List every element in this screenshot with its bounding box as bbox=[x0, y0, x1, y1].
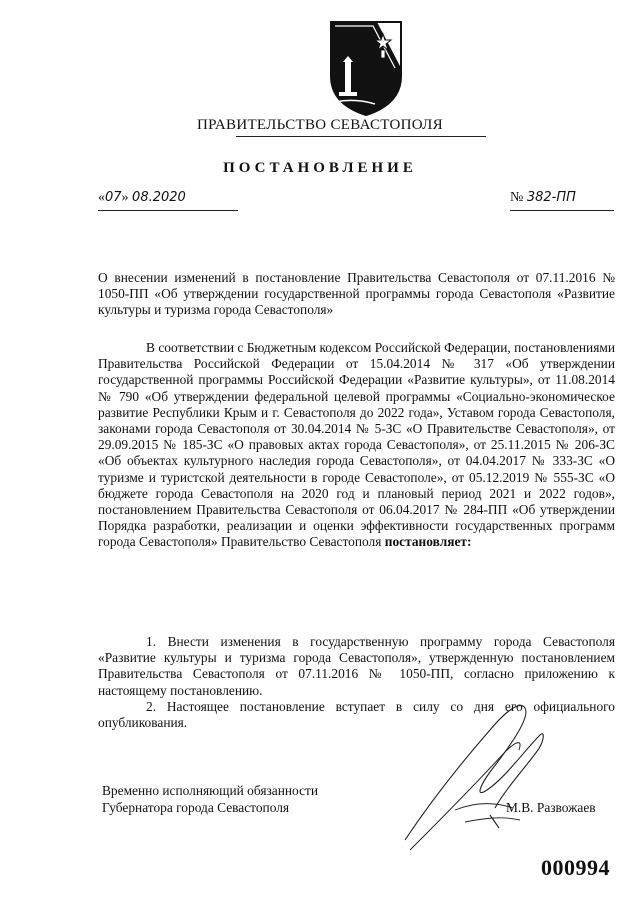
handwritten-signature bbox=[395, 690, 565, 865]
date-day-handwritten: 07 bbox=[105, 190, 122, 205]
signatory-position-line-1: Временно исполняющий обязанности bbox=[102, 783, 319, 798]
date-quote-close: » bbox=[121, 190, 129, 205]
document-type-title: ПОСТАНОВЛЕНИЕ bbox=[223, 160, 417, 176]
sevastopol-coat-of-arms-emblem bbox=[325, 18, 407, 118]
document-subject: О внесении изменений в постановление Правительства Севастополя от 07.11.2016 № 1050-ПП «Об утверждении государственной программы города Севастополя «Развитие культуры и туризма города Севастополя» bbox=[98, 270, 615, 318]
document-date bbox=[98, 190, 238, 211]
signatory-position-line-2: Губернатора города Севастополя bbox=[102, 799, 290, 815]
government-name-underline bbox=[236, 136, 486, 137]
serial-number: 000994 bbox=[541, 855, 610, 880]
decree-item-2: 2. Настоящее постановление вступает в силу со дня его официального опубликования. bbox=[98, 698, 615, 731]
signatory-name: М.В. Развожаев bbox=[506, 800, 596, 815]
preamble-paragraph bbox=[98, 340, 615, 551]
decree-item-1: 1. Внести изменения в государственную программу города Севастополя «Развитие культуры и туризма города Севастополя», утвержденную постановлением Правительства Севастополя от 07.11.2016 № 1050-ПП, согласно приложению к настоящему постановлению. bbox=[98, 634, 615, 698]
date-month-year-handwritten: 08.2020 bbox=[132, 190, 186, 205]
number-handwritten: 382-ПП bbox=[526, 190, 576, 205]
document-number bbox=[510, 190, 614, 211]
government-name: ПРАВИТЕЛЬСТВО СЕВАСТОПОЛЯ bbox=[197, 117, 443, 133]
signatory-position bbox=[102, 783, 318, 816]
decree-word: постановляет: bbox=[384, 534, 472, 550]
number-prefix: № bbox=[510, 190, 524, 205]
date-quote-open: « bbox=[98, 190, 105, 205]
preamble-text: В соответствии с Бюджетным кодексом Российской Федерации, постановлениями Правительства Российской Федерации от 15.04.2014 № 317 «Об утверждении государственной программы Российской Федерации «Развитие культуры», от 11.08.2014 № 790 «Об утверждении федеральной целевой программы «Социально-экономическое развитие Республики Крым и г. Севастополя до 2022 года», Уставом города Севастополя, законами города Севастополя от 30.04.2014 № 5-ЗС «О Правительстве Севастополя», от 29.09.2015 № 185-ЗС «О правовых актах города Севастополя», от 25.11.2015 № 206-ЗС «Об объектах культурного наследия города Севастополя», от 04.04.2017 № 333-ЗС «О туризме и туристской деятельности в городе Севастополе», от 05.12.2019 № 555-ЗС «О бюджете города Севастополя на 2020 год и плановый период 2021 и 2022 годов», постановлением Правительства Севастополя от 06.04.2017 № 284-ПП «Об утверждении Порядка разработки, реализации и оценки эффективности государственных программ города Севастополя» Правительство Севастополя bbox=[98, 340, 615, 550]
